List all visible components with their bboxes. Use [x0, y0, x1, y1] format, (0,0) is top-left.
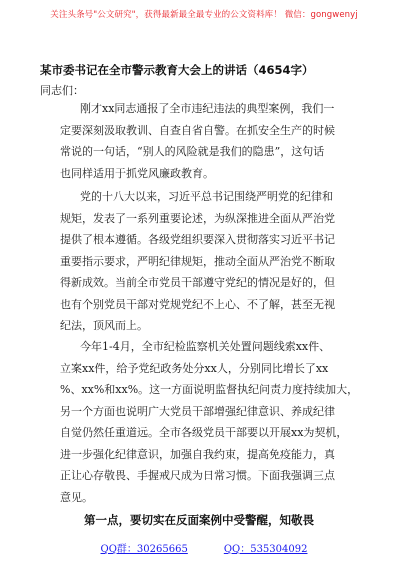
text-line: 得新成效。当前全市党员干部遵守党纪的情况是好的，但 — [60, 276, 335, 289]
text-line: 正让心存敬畏、手握戒尺成为日常习惯。下面我强调三点 — [60, 469, 335, 482]
section-heading: 第一点，要切实在反面案例中受警醒，知敬畏 — [84, 513, 314, 527]
text-line: 常说的一句话，“别人的风险就是我们的隐患”，这句话 — [60, 145, 325, 158]
text-line: 党的十八大以来，习近平总书记围绕严明党的纪律和 — [80, 190, 333, 203]
text-line: 规矩，发表了一系列重要论述，为纵深推进全面从严治党 — [60, 211, 335, 225]
text-line: 也有个别党员干部对党规党纪不上心、不了解，甚至无视 — [60, 297, 335, 311]
text-line: 也同样适用于抓党风廉政教育。 — [60, 166, 214, 180]
paragraph-3 — [60, 336, 360, 508]
contact-footer — [0, 540, 408, 555]
qq-link[interactable]: QQ：535304092 — [223, 544, 308, 555]
text-line: 纪法，顶风而上。 — [60, 319, 148, 332]
text-line: 定要深刻汲取教训、自查自省自警。在抓安全生产的时候 — [60, 123, 335, 137]
text-line: 意见。 — [60, 490, 93, 504]
text-line: 进一步强化纪律意识，加强自我约束，提高免疫能力，真 — [60, 447, 335, 461]
promo-banner: 关注头条号"公文研究"，获得最新最全最专业的公文资料库！ 微信：gongwenyj — [50, 10, 358, 20]
paragraph-1 — [60, 98, 360, 184]
salutation: 同志们： — [40, 84, 84, 97]
qq-group-link[interactable]: QQ群：30265665 — [100, 544, 188, 555]
text-line: %、xx%和xx%。这一方面说明监督执纪问责力度持续加大， — [60, 383, 359, 396]
text-line: 自觉仍然任重道远。全市各级党员干部要以开展xx为契机， — [60, 426, 348, 439]
text-line: 今年1-4月，全市纪检监察机关处置问题线索xx件、 — [80, 340, 331, 353]
text-line: 提供了根本遵循。各级党组织要深入贯彻落实习近平书记 — [60, 233, 335, 246]
text-line: 刚才xx同志通报了全市违纪违法的典型案例，我们一 — [80, 102, 335, 115]
paragraph-2 — [60, 186, 360, 337]
text-line: 重要指示要求，严明纪律规矩，推动全面从严治党不断取 — [60, 254, 335, 268]
text-line: 立案xx件，给予党纪政务处分xx人，分别同比增长了xx — [60, 361, 329, 375]
text-line: 另一个方面也说明广大党员干部增强纪律意识、养成纪律 — [60, 404, 335, 418]
document-title: 某市委书记在全市警示教育大会上的讲话（4654字） — [40, 63, 314, 77]
